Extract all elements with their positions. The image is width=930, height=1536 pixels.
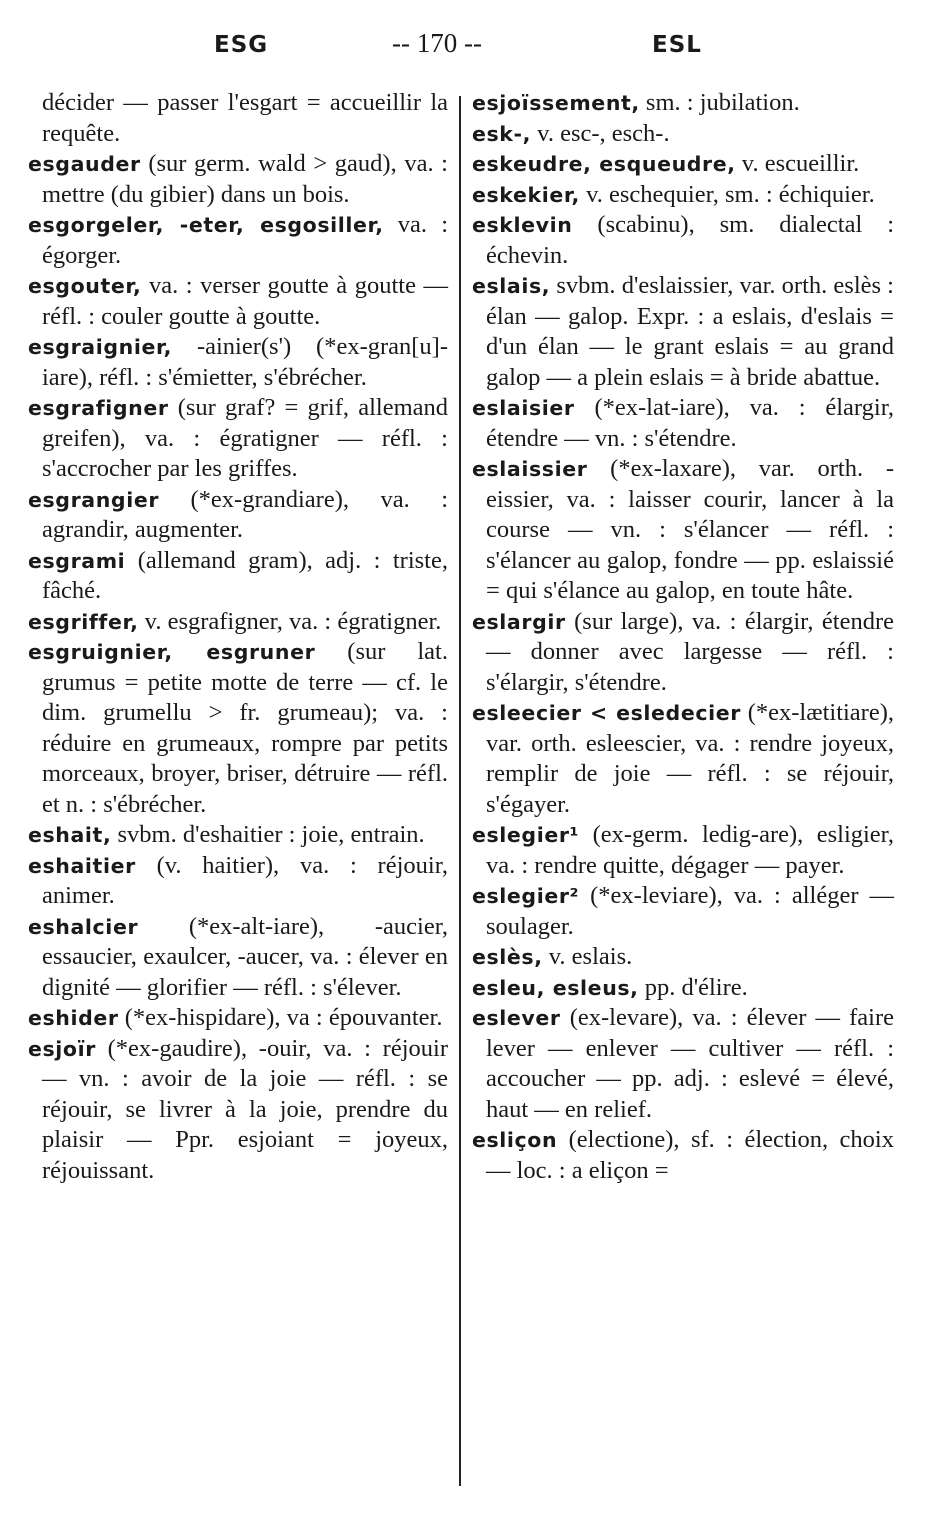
headword: esjoïssement, (472, 91, 640, 115)
headword: esleecier < esledecier (472, 701, 741, 725)
entry (28, 1003, 448, 1034)
entry (28, 1034, 448, 1187)
definition: va. : égorger. (42, 211, 449, 269)
headword: esgriffer, (28, 609, 139, 634)
definition: svbm. d'eshaitier : joie, entrain. (111, 821, 425, 848)
entry (28, 607, 448, 638)
headword: eslever (472, 1006, 561, 1030)
headword: eshaitier (28, 853, 136, 878)
definition: (allemand gram), adj. : triste, fâché. (42, 546, 448, 604)
entry (28, 210, 448, 271)
headword: eskeudre, esqueudre, (472, 152, 736, 176)
definition: (*ex-laxare), var. orth. -eissier, va. : laisser courir, lancer à la course — vn. : s'élancer — réfl. : s'élancer au galop, fondre — pp. eslaissié = qui s'élance au galop, en toute hâte. (486, 455, 894, 604)
entry (28, 912, 448, 1004)
entry (472, 210, 894, 271)
entry (28, 637, 448, 820)
definition: svbm. d'eslaissier, var. orth. eslès : élan — galop. Expr. : a eslais, d'eslais = d'un élan — le grant eslais = au grand galop — a plein eslais = à bride abattue. (486, 272, 894, 391)
headword: esgrangier (28, 487, 160, 512)
definition: v. esgrafigner, va. : égratigner. (138, 607, 442, 635)
definition: -ainier(s') (*ex-gran[u]-iare), réfl. : s'émietter, s'ébrécher. (42, 333, 448, 391)
entry (472, 149, 894, 180)
entry (472, 454, 894, 607)
headword: esgrafigner (28, 396, 169, 420)
page-header (0, 28, 930, 72)
definition: (ex-germ. ledig-are), esligier, va. : rendre quitte, dégager — payer. (486, 821, 894, 879)
entry (472, 607, 894, 699)
entry (472, 820, 894, 881)
headword: esjoïr (28, 1036, 96, 1061)
headword: eslaissier (472, 457, 588, 481)
entry (472, 881, 894, 942)
entry (472, 942, 894, 973)
definition: (sur lat. grumus = petite motte de terre — cf. le dim. grumellu > fr. grumeau); va. : réduire en grumeaux, rompre par petits morceaux, broyer, briser, détruire — réfl. et n. : s'ébrécher. (42, 638, 448, 818)
headword: eslegier¹ (472, 823, 580, 847)
entry (472, 1003, 894, 1125)
definition: (*ex-hispidare), va : épouvanter. (118, 1004, 443, 1031)
entry (472, 119, 894, 150)
headword: eskekier, (472, 182, 580, 207)
entry (472, 88, 894, 119)
headword: eslegier² (472, 884, 580, 908)
headword: esgauder (28, 152, 141, 176)
headword: esgrami (28, 548, 126, 573)
headword: esklevin (472, 213, 573, 237)
headword: esleu, esleus, (472, 975, 639, 1000)
entry (28, 546, 448, 607)
entry (472, 180, 894, 211)
left-column (28, 88, 448, 1186)
definition: v. eschequier, sm. : échiquier. (579, 180, 875, 208)
definition: pp. d'élire. (638, 973, 748, 1001)
headword: eshider (28, 1006, 119, 1030)
page-number: -- 170 -- (392, 28, 482, 58)
headword: esliçon (472, 1128, 558, 1152)
entry (28, 271, 448, 332)
definition: (*ex-gaudire), -ouir, va. : réjouir — vn. : avoir de la joie — réfl. : se réjouir, se livrer à la joie, prendre du plaisir — Ppr. esjoiant = joyeux, réjouissant. (42, 1034, 448, 1184)
headword: eslès, (472, 945, 543, 969)
headword: eshait, (28, 823, 112, 847)
definition: va. : verser goutte à goutte — réfl. : couler goutte à goutte. (42, 272, 448, 330)
definition: (*ex-lat-iare), va. : élargir, étendre — vn. : s'étendre. (486, 394, 894, 452)
definition: (ex-levare), va. : élever — faire lever — enlever — cultiver — réfl. : accoucher — pp. adj. : eslevé = élevé, haut — en relief. (486, 1004, 894, 1123)
right-column (472, 88, 894, 1186)
definition: v. eslais. (542, 943, 633, 970)
entry (472, 973, 894, 1004)
definition: sm. : jubilation. (639, 89, 800, 116)
entry (28, 820, 448, 851)
definition: (sur germ. wald > gaud), va. : mettre (du gibier) dans un bois. (42, 150, 448, 208)
entry (472, 271, 894, 393)
definition: (*ex-leviare), va. : alléger — soulager. (486, 882, 894, 940)
header-left-guideword: ESG (214, 32, 269, 58)
definition: (scabinu), sm. dialectal : échevin. (486, 211, 894, 269)
headword: eshalcier (28, 914, 139, 939)
column-divider (459, 96, 461, 1486)
definition: (*ex-lætitiare), var. orth. esleescier, va. : rendre joyeux, remplir de joie — réfl. : se réjouir, s'égayer. (486, 699, 894, 818)
headword: esgorgeler, -eter, esgosiller, (28, 213, 384, 237)
entry: décider — passer l'esgart = accueillir la requête. (42, 89, 448, 147)
definition: (sur large), va. : élargir, étendre — donner avec largesse — réfl. : s'élargir, s'étendre. (486, 607, 894, 696)
headword: eslargir (472, 609, 566, 634)
headword: esgouter, (28, 274, 142, 298)
headword: esgruignier, esgruner (28, 640, 316, 664)
definition: v. esc-, esch-. (531, 119, 670, 147)
entry (472, 698, 894, 820)
definition: (sur graf? = grif, allemand greifen), va. : égratigner — réfl. : s'accrocher par les griffes. (42, 394, 448, 482)
headword: esk-, (472, 121, 532, 146)
headword: eslais, (472, 274, 551, 298)
entry (28, 149, 448, 210)
entry (28, 485, 448, 546)
definition: (*ex-alt-iare), -aucier, essaucier, exaulcer, -aucer, va. : élever en dignité — glorifier — réfl. : s'élever. (42, 912, 448, 1001)
definition: (*ex-grandiare), va. : agrandir, augmenter. (42, 485, 448, 543)
headword: esgraignier, (28, 335, 173, 359)
entry (472, 393, 894, 454)
definition: (v. haitier), va. : réjouir, animer. (42, 851, 448, 909)
headword: eslaisier (472, 396, 575, 420)
entry (472, 1125, 894, 1186)
entry (28, 332, 448, 393)
entry (28, 851, 448, 912)
definition: v. escueillir. (735, 150, 860, 177)
definition: (electione), sf. : élection, choix — loc. : a eliçon = (486, 1126, 894, 1184)
header-right-guideword: ESL (652, 32, 702, 58)
entry (28, 393, 448, 485)
